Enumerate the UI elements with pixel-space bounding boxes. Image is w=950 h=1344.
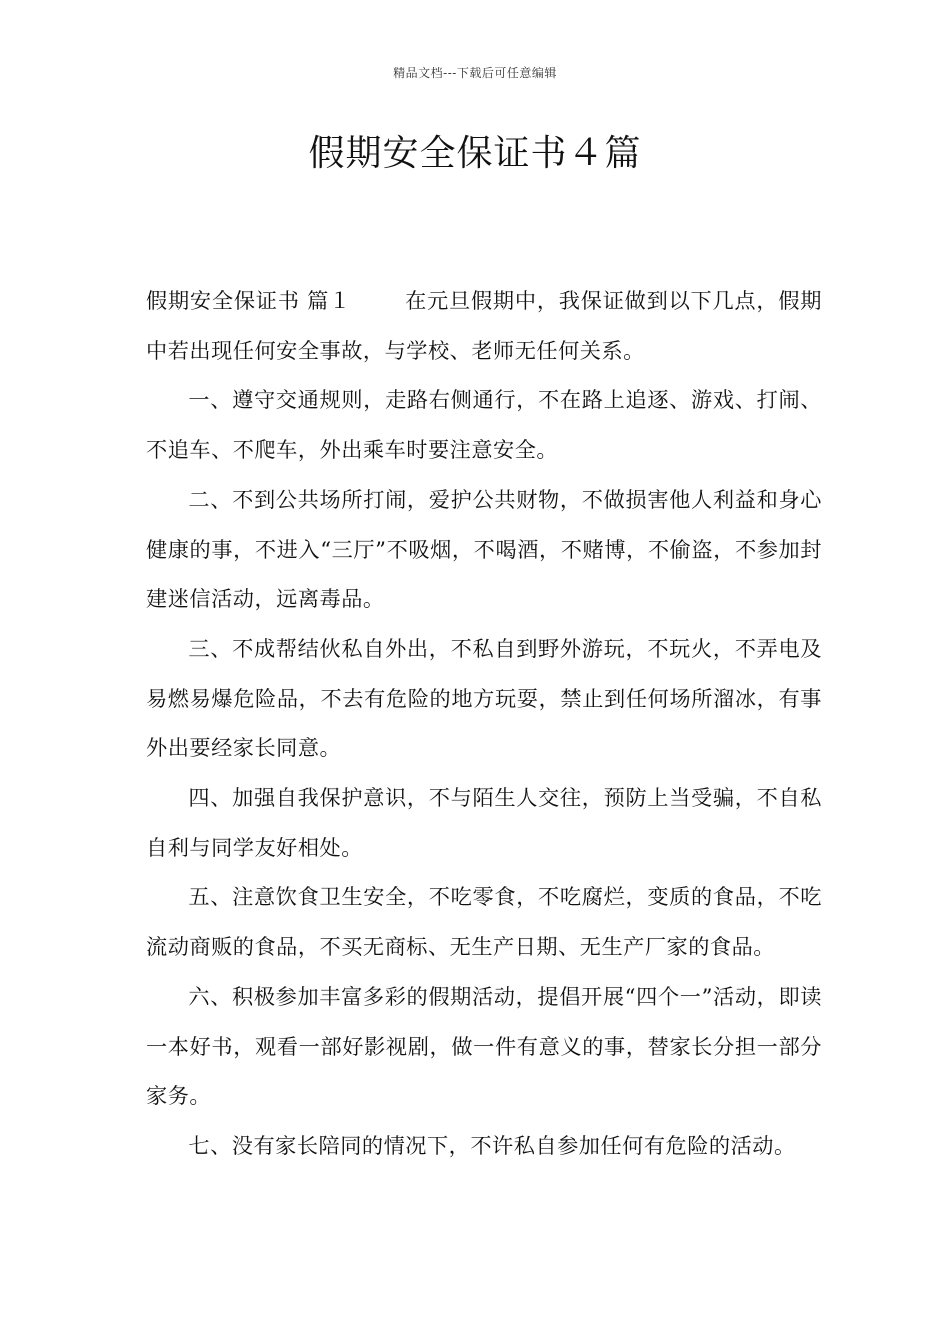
item-paragraph-4: 四、加强自我保护意识，不与陌生人交往，预防上当受骗，不自私自利与同学友好相处。: [146, 785, 822, 860]
document-title: 假期安全保证书４篇: [308, 133, 642, 174]
item-paragraph-7: 七、没有家长陪同的情况下，不许私自参加任何有危险的活动。: [188, 1132, 796, 1158]
document-body: [146, 276, 822, 1171]
item-paragraph-6: 六、积极参加丰富多彩的假期活动，提倡开展“四个一”活动，即读一本好书，观看一部好影视剧，做一件有意义的事，替家长分担一部分家务。: [146, 983, 822, 1109]
intro-text: 在元旦假期中，我保证做到以下几点，假期中若出现任何安全事故，与学校、老师无任何关系。: [146, 288, 822, 363]
intro-paragraph: [146, 276, 822, 375]
item-paragraph-2: 二、不到公共场所打闹，爱护公共财物，不做损害他人利益和身心健康的事，不进入“三厅”不吸烟，不喝酒，不赌博，不偷盗，不参加封建迷信活动，远离毒品。: [146, 486, 822, 612]
header-watermark: 精品文档---下载后可任意编辑: [393, 66, 557, 80]
item-paragraph-5: 五、注意饮食卫生安全，不吃零食，不吃腐烂，变质的食品，不吃流动商贩的食品，不买无商标、无生产日期、无生产厂家的食品。: [146, 884, 822, 960]
item-paragraph-1: 一、遵守交通规则，走路右侧通行，不在路上追逐、游戏、打闹、不追车、不爬车，外出乘车时要注意安全。: [146, 387, 822, 463]
item-paragraph-3: 三、不成帮结伙私自外出，不私自到野外游玩，不玩火，不弄电及易燃易爆危险品，不去有危险的地方玩耍，禁止到任何场所溜冰，有事外出要经家长同意。: [146, 635, 822, 761]
section-heading: 假期安全保证书 篇１: [146, 288, 352, 313]
